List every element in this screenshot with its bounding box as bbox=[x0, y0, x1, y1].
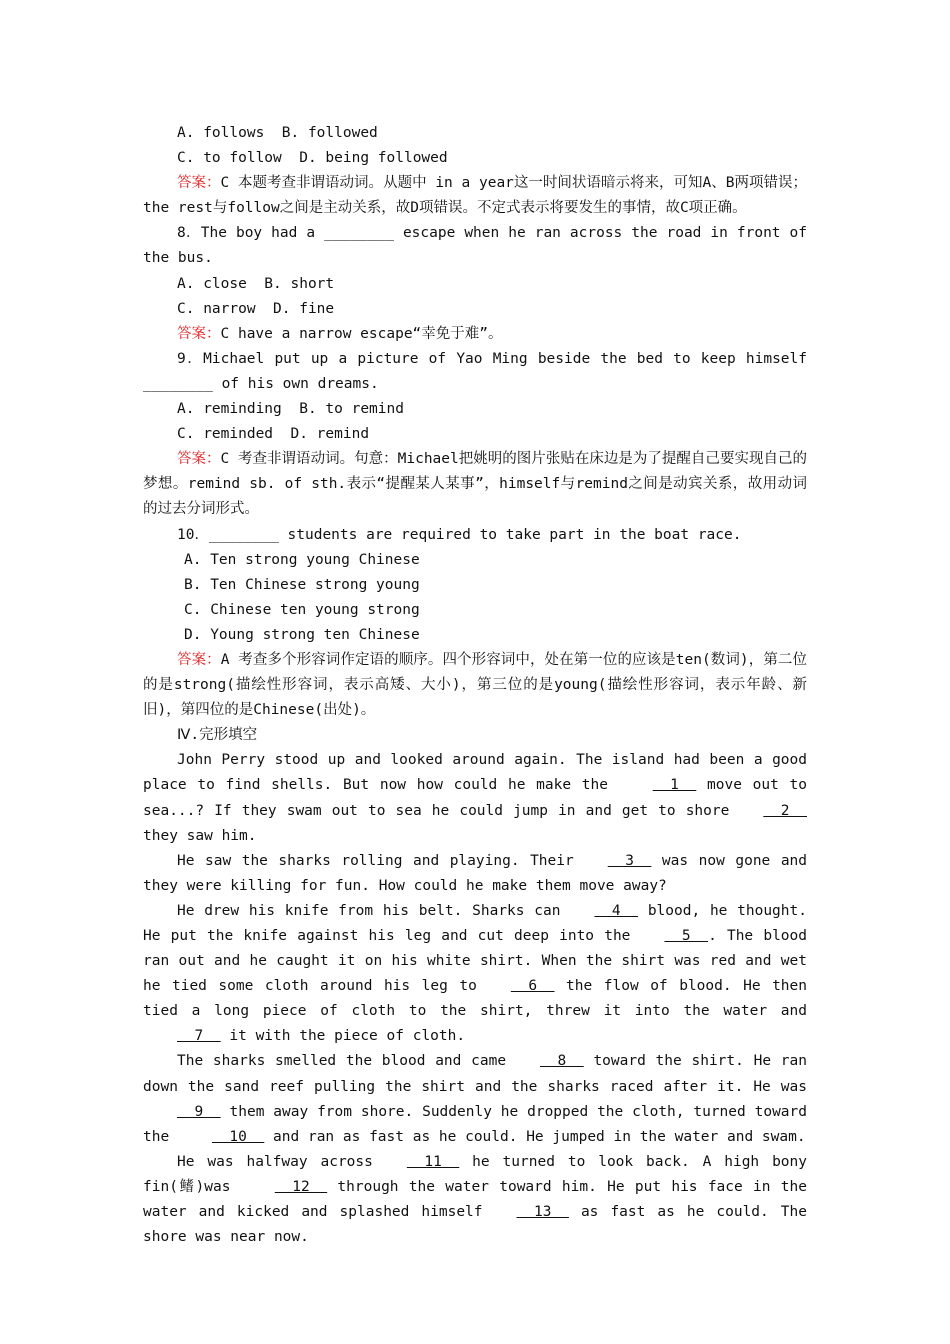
q10-stem: 10．________ students are required to take part in the boat race. bbox=[177, 526, 742, 543]
passage-text: the flow of blood. He then tied a long piece of cloth to the shirt, threw it into the water and bbox=[143, 978, 807, 1020]
q8-option-line: A. close B. short bbox=[177, 275, 335, 292]
q7-option-line: C. to follow D. being followed bbox=[177, 150, 448, 167]
passage-text: The sharks smelled the blood and came bbox=[177, 1053, 507, 1070]
answer-explanation: A 考查多个形容词作定语的顺序。四个形容词中，处在第一位的应该是ten(数词)，第二位的是strong(描绘性形容词，表示高矮、大小)，第三位的是young(描绘性形容词，表示年龄、新旧)，第四位的是Chinese(出处)。 bbox=[143, 651, 807, 719]
q9-stem: 9．Michael put up a picture of Yao Ming beside the bed to keep himself ________ of his own dreams. bbox=[143, 350, 807, 392]
cloze-blank-12: 12 bbox=[274, 1178, 328, 1195]
passage-text: move out to sea...? If they swam out to sea he could jump in and get to shore bbox=[143, 777, 807, 819]
q8-option-line: C. narrow D. fine bbox=[177, 300, 335, 317]
passage-paragraph bbox=[143, 748, 807, 848]
q10-answer bbox=[143, 648, 807, 723]
passage-text: was now gone and they were killing for fun. How could he make them move away? bbox=[143, 852, 808, 894]
q10-option-line: D. Young strong ten Chinese bbox=[184, 626, 420, 643]
q8-stem: 8．The boy had a ________ escape when he ran across the road in front of the bus. bbox=[143, 225, 807, 267]
cloze-blank-8: 8 bbox=[540, 1053, 584, 1070]
q9-answer bbox=[143, 447, 807, 522]
cloze-blank-3: 3 bbox=[607, 852, 652, 869]
passage-paragraph bbox=[143, 849, 807, 899]
cloze-blank-13: 13 bbox=[516, 1204, 569, 1221]
passage-paragraph bbox=[143, 899, 807, 1050]
q7-option-line: A. follows B. followed bbox=[177, 125, 378, 141]
passage-text: through the water toward him. He put his face in the water and kicked and splashed himself bbox=[143, 1178, 807, 1221]
passage-text: John Perry stood up and looked around again. The island had been a good place to find shells. But now how could he make the bbox=[143, 752, 807, 794]
section-title: Ⅳ.完形填空 bbox=[177, 727, 258, 744]
passage-text: he turned to look back. A high bony fin(鳍)was bbox=[143, 1153, 807, 1195]
answer-explanation: C 考查非谓语动词。句意：Michael把姚明的图片张贴在床边是为了提醒自己要实现自己的梦想。remind sb. of sth.表示“提醒某人某事”，himself与remind之间是动宾关系，故用动词的过去分词形式。 bbox=[143, 451, 808, 518]
cloze-blank-2: 2 bbox=[763, 802, 807, 819]
q9-option-line: C. reminded D. remind bbox=[177, 426, 370, 443]
answer-explanation: C 本题考查非谓语动词。从题中 in a year这一时间状语暗示将来，可知A、B两项错误；the rest与follow之间是主动关系，故D项错误。不定式表示将要发生的事情，故C项正确。 bbox=[143, 175, 808, 217]
answer-label: 答案： bbox=[177, 451, 221, 468]
answer-label: 答案： bbox=[177, 325, 221, 342]
passage-paragraph bbox=[143, 1150, 807, 1250]
cloze-blank-6: 6 bbox=[510, 978, 555, 995]
answer-label: 答案： bbox=[177, 651, 221, 668]
cloze-blank-7: 7 bbox=[177, 1028, 221, 1045]
passage-text: blood, he thought. He put the knife against his leg and cut deep into the bbox=[143, 902, 807, 944]
q8-answer bbox=[143, 322, 807, 347]
q7-answer bbox=[143, 171, 807, 221]
cloze-blank-11: 11 bbox=[406, 1153, 460, 1170]
answer-explanation: C have a narrow escape“幸免于难”。 bbox=[220, 325, 503, 342]
passage-text: them away from shore. Suddenly he dropped the cloth, turned toward the bbox=[143, 1103, 807, 1145]
q10-option-line: C. Chinese ten young strong bbox=[184, 601, 420, 618]
passage-text: they saw him. bbox=[143, 827, 257, 844]
passage-text: it with the piece of cloth. bbox=[220, 1028, 466, 1045]
passage-text: and ran as fast as he could. He jumped in the water and swam. bbox=[264, 1128, 806, 1145]
passage-text: as fast as he could. The shore was near now. bbox=[143, 1204, 807, 1246]
passage-text: . The blood ran out and he caught it on his white shirt. When the shirt was red and wet he tied some cloth around his leg to bbox=[143, 928, 807, 995]
passage-text: He saw the sharks rolling and playing. Their bbox=[177, 852, 574, 869]
q10-option-line: A. Ten strong young Chinese bbox=[184, 551, 420, 568]
passage-paragraph bbox=[143, 1049, 807, 1149]
cloze-blank-4: 4 bbox=[594, 902, 639, 919]
q10-option-line: B. Ten Chinese strong young bbox=[184, 576, 420, 593]
passage-text: He was halfway across bbox=[177, 1153, 373, 1170]
q9-option-line: A. reminding B. to remind bbox=[177, 401, 404, 418]
cloze-blank-5: 5 bbox=[664, 928, 709, 944]
cloze-blank-9: 9 bbox=[177, 1103, 221, 1120]
cloze-blank-1: 1 bbox=[652, 777, 697, 794]
answer-label: 答案： bbox=[177, 175, 221, 192]
passage-text: He drew his knife from his belt. Sharks can bbox=[177, 902, 561, 919]
cloze-blank-10: 10 bbox=[211, 1128, 265, 1145]
passage-text: toward the shirt. He ran down the sand reef pulling the shirt and the sharks raced after it. He was bbox=[143, 1053, 807, 1095]
